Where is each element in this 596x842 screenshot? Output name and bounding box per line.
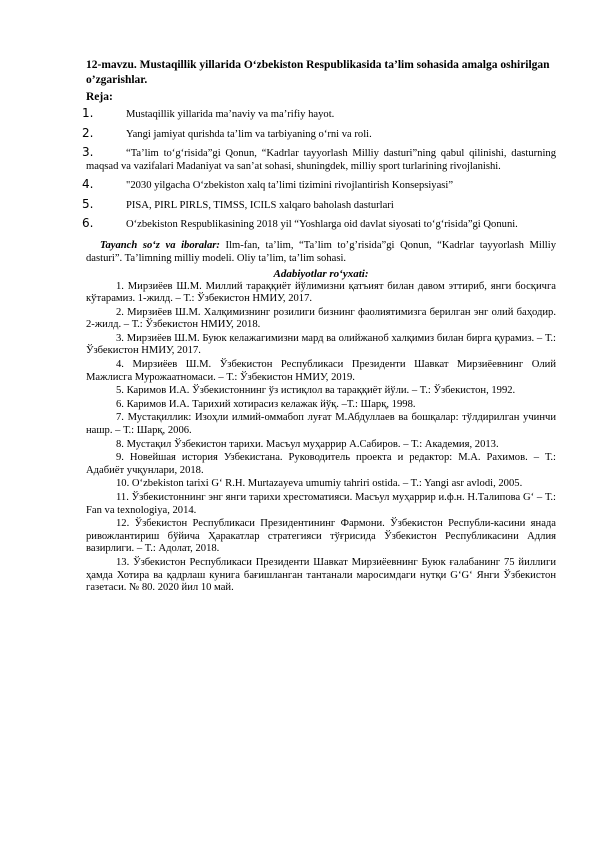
keywords-text: Ilm-fan, ta’lim, “Ta’lim to’g’risida”gi Qonun, “Kadrlar tayyorlash Milliy dasturi”. Ta’limning milliy modeli. Oliy ta’lim, ta’lim sohasi.: [86, 239, 556, 264]
plan-item-number: 5.: [82, 196, 94, 211]
plan-item-text: PISA, PIRL PIRLS, TIMSS, ICILS xalqaro baholash dasturlari: [126, 199, 394, 211]
plan-item: [82, 216, 556, 232]
keywords-label: Tayanch so‘z va iboralar:: [100, 239, 220, 251]
plan-item-text: Mustaqillik yillarida ma’naviy va ma’rifiy hayot.: [126, 109, 335, 120]
literature-item: 12. Ўзбекистон Республикаси Президентининг Фармони. Ўзбекистон Республи-касини янада ривожлантириш бўйича Ҳаракатлар стратегияси тўғрисида Ўзбекистон Республикасини Адлия вазирлиги. – Т.: Адолат, 2018.: [86, 518, 556, 555]
plan-item: [82, 177, 556, 193]
literature-item: 11. Ўзбекистоннинг энг янги тарихи хрестоматияси. Масъул муҳаррир и.ф.н. Н.Талипова G‘ – Т.: Fan va texnologiya, 2014.: [86, 492, 556, 516]
literature-item: 6. Каримов И.А. Тарихий хотирасиз келажак йўқ. –Т.: Шарқ, 1998.: [116, 398, 416, 410]
plan-item: [82, 145, 556, 173]
literature-item: 3. Мирзиёев Ш.М. Буюк келажагимизни мард ва олийжаноб халқимиз билан бирга қурамиз. – Т.: Ўзбекистон НМИУ, 2017.: [86, 332, 556, 357]
literature-list: [86, 281, 556, 595]
plan-item-number: 1.: [82, 106, 94, 120]
plan-item: [82, 196, 556, 213]
literature-item: 2. Мирзиёев Ш.М. Халқимизнинг розилиги бизнинг фаолиятимизга берилган энг олий баҳодир. 2-жилд. – Т.: Ўзбекистон НМИУ, 2018.: [86, 306, 556, 331]
plan-item-text: O‘zbekiston Respublikasining 2018 yil “Yoshlarga oid davlat siyosati to‘g‘risida”gi Qonuni.: [126, 219, 518, 230]
plan-item: [82, 125, 556, 142]
keywords-paragraph: [86, 239, 556, 265]
plan-label: Reja:: [86, 91, 113, 103]
literature-item: 10. O‘zbekiston tarixi G‘ R.H. Murtazayeva umumiy tahriri ostida. – T.: Yangi asr avlodi, 2005.: [116, 478, 523, 490]
plan-item-text: "2030 yilgacha O‘zbekiston xalq ta’limi tizimini rivojlantirish Konsepsiyasi”: [126, 180, 454, 191]
plan-item-number: 6.: [82, 216, 94, 230]
document-page: [82, 58, 556, 596]
plan-item-number: 2.: [82, 125, 94, 140]
literature-item: 4. Мирзиёев Ш.М. Ўзбекистон Республикаси Президенти Шавкат Мирзиёевнинг Олий Мажлисга Мурожаатномаси. – Т.: Ўзбекистон НМИУ, 2019.: [86, 359, 556, 383]
plan-item-text: Yangi jamiyat qurishda ta’lim va tarbiyaning o‘rni va roli.: [126, 128, 372, 140]
literature-item: 7. Мустақиллик: Изоҳли илмий-оммабоп луғат М.Абдуллаев ва бошқалар: тўлдирилган учинчи нашр. – Т.: Шарқ, 2006.: [86, 412, 556, 437]
topic-title: 12-mavzu. Mustaqillik yillarida O‘zbekiston Respublikasida ta’lim sohasida amalga oshirilgan o’zgarishlar.: [86, 59, 550, 86]
literature-item: 9. Новейшая история Узбекистана. Руководитель проекта и редактор: М.А. Рахимов. – Т.: Адабиёт учқунлари, 2018.: [86, 452, 556, 476]
literature-heading: Adabiyotlar ro‘yxati:: [273, 267, 369, 280]
plan-list: [82, 106, 556, 232]
plan-item-text: “Ta’lim to‘g‘risida”gi Qonun, “Kadrlar tayyorlash Milliy dasturi”ning qabul qilinishi, dasturning maqsad va vazifalari Madaniyat va san’at sohasi, shuningdek, milliy sport turlarining rivojlanishi.: [86, 148, 556, 172]
literature-item: 13. Ўзбекистон Республикаси Президенти Шавкат Мирзиёевнинг Буюк ғалабанинг 75 йиллиги ҳамда Хотира ва қадрлаш кунига бағишланган тантанали маросимдаги нутқи G‘G‘ Янги Ўзбекистон газетаси. № 80. 2020 йил 10 май.: [86, 556, 556, 594]
plan-item: [82, 106, 556, 122]
literature-item: 8. Мустақил Ўзбекистон тарихи. Масъул муҳаррир А.Сабиров. – Т.: Академия, 2013.: [116, 438, 499, 450]
plan-item-number: 4.: [82, 177, 94, 191]
literature-item: 5. Каримов И.А. Ўзбекистоннинг ўз истиқлол ва тараққиёт йўли. – Т.: Ўзбекистон, 1992.: [116, 385, 516, 397]
plan-item-number: 3.: [82, 145, 94, 159]
literature-item: 1. Мирзиёев Ш.М. Миллий тараққиёт йўлимизни қатъият билан давом эттириб, янги босқичга кўтарамиз. 1-жилд. – Т.: Ўзбекистон НМИУ, 2017.: [86, 280, 556, 305]
